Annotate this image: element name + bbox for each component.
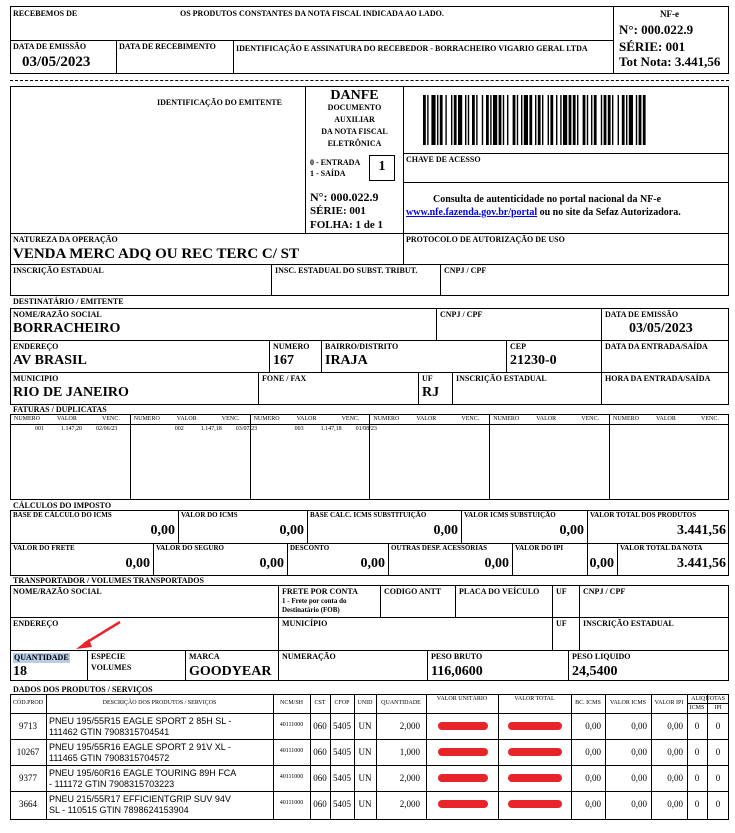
ie-label: INSCRIÇÃO ESTADUAL — [13, 266, 104, 275]
cnpj-label: CNPJ / CPF — [444, 266, 487, 275]
barcode-bar — [548, 95, 549, 145]
freight-value: 0,00 — [125, 556, 150, 571]
product-vicms: 0,00 — [631, 799, 647, 809]
invoice-col-numero: NUMERO — [133, 416, 160, 422]
carrier-uf2-label: UF — [556, 619, 567, 628]
barcode-bar — [503, 95, 504, 145]
product-ncm: 40111000 — [279, 748, 304, 754]
city-label: MUNICIPIO — [13, 374, 59, 383]
recipient-emission-label: DATA DE EMISSÃO — [605, 310, 679, 319]
invoice-col-numero: NUMERO — [253, 416, 280, 422]
redaction-total-value — [508, 722, 562, 730]
freight-by-value-1: 1 - Frete por conta do — [282, 597, 347, 605]
invoice-valor: 1.147,18 — [200, 426, 222, 432]
products-section: DADOS DOS PRODUTOS / SERVIÇOS — [13, 685, 153, 694]
nfe-total: Tot Nota: 3.441,56 — [619, 54, 721, 69]
barcode-bar — [423, 95, 426, 145]
invoice-numero: 001 — [35, 426, 44, 432]
product-header-vtotal: VALOR TOTAL — [514, 696, 555, 702]
barcode-bar — [524, 95, 528, 145]
barcode-bar — [476, 95, 477, 145]
brand-label: MARCA — [189, 652, 220, 661]
stub-separator — [10, 80, 729, 81]
recipient-cnpj-label: CNPJ / CPF — [440, 310, 483, 319]
product-col-divider — [46, 694, 47, 820]
receipt-header: RECEBEMOS DE — [13, 9, 78, 18]
product-vipi: 0,00 — [667, 799, 683, 809]
products-value: 3.441,56 — [677, 523, 726, 538]
barcode-bar — [583, 95, 586, 145]
product-header-aipi: IPI — [714, 705, 722, 711]
barcode-bar — [427, 95, 428, 145]
product-desc-2: - 111172 GTIN 7908315703223 — [49, 779, 175, 789]
ipi-label: VALOR DO IPI — [515, 544, 564, 552]
barcode-bar — [563, 95, 567, 145]
product-cfop: 5405 — [333, 721, 351, 731]
invoice-header-line — [250, 424, 370, 425]
product-row-divider — [10, 739, 729, 740]
receipt-emission-date: 03/05/2023 — [22, 54, 91, 70]
product-cst: 060 — [313, 721, 327, 731]
product-aicms: 0 — [694, 721, 700, 731]
invoice-header-line — [369, 424, 489, 425]
invoice-col-valor: VALOR — [176, 416, 197, 422]
product-unid: UN — [358, 799, 372, 809]
barcode-bar — [577, 95, 578, 145]
gross-value: 116,0600 — [431, 664, 483, 679]
barcode-bar — [612, 95, 613, 145]
product-header-vicms: VALOR ICMS — [609, 700, 647, 706]
freight-by-value-2: Destinatário (FOB) — [282, 606, 340, 614]
product-desc-1: PNEU 195/55R15 EAGLE SPORT 2 85H SL - — [49, 716, 232, 726]
product-unid: UN — [358, 773, 372, 783]
type-value: 1 — [378, 159, 386, 174]
barcode-bar — [517, 95, 518, 145]
number-label: NUMERO — [273, 342, 310, 351]
qty-value: 18 — [13, 664, 27, 679]
invoice-col-venc: VENC. — [102, 416, 120, 422]
uf-value: RJ — [422, 385, 440, 400]
product-ncm: 40111000 — [279, 800, 304, 806]
barcode-bar — [437, 95, 438, 145]
product-cst: 060 — [313, 773, 327, 783]
product-aipi: 0 — [715, 721, 721, 731]
product-vipi: 0,00 — [667, 721, 683, 731]
barcode-bar — [482, 95, 483, 145]
barcode-bar — [472, 95, 475, 145]
danfe-sub-1: DOCUMENTO — [327, 103, 382, 112]
danfe-number: N°: 000.022.9 — [310, 190, 379, 204]
barcode-bar — [513, 95, 516, 145]
product-qty: 2,000 — [399, 799, 420, 809]
product-aicms: 0 — [694, 799, 700, 809]
product-code: 9713 — [19, 721, 37, 731]
danfe-title: DANFE — [330, 88, 379, 103]
product-cfop: 5405 — [333, 773, 351, 783]
product-header-vipi: VALOR IPI — [654, 700, 684, 706]
qty-label: QUANTIDADE — [14, 653, 69, 662]
redaction-total-value — [508, 748, 562, 756]
barcode-bar — [458, 95, 462, 145]
total-label: VALOR TOTAL DA NOTA — [620, 544, 703, 552]
transport-section: TRANSPORTADOR / VOLUMES TRANSPORTADOS — [13, 576, 204, 585]
product-row-divider — [10, 791, 729, 792]
danfe-serie: SÉRIE: 001 — [310, 205, 366, 217]
nature-value: VENDA MERC ADQ OU REC TERC C/ ST — [13, 246, 300, 262]
invoice-col-valor: VALOR — [656, 416, 676, 422]
invoice-col-venc: VENC. — [701, 416, 719, 422]
invoice-valor: 1.147,18 — [320, 426, 342, 432]
product-code: 3664 — [19, 799, 37, 809]
icms-label: VALOR DO ICMS — [181, 511, 238, 519]
barcode-bar — [587, 95, 588, 145]
product-header-cst: CST — [314, 700, 326, 706]
product-qty: 2,000 — [399, 773, 420, 783]
barcode-bar — [629, 95, 633, 145]
invoice-col-valor: VALOR — [416, 416, 437, 422]
product-cst: 060 — [313, 747, 327, 757]
emitter-box — [10, 86, 306, 234]
invoice-col-numero: NUMERO — [14, 416, 41, 422]
barcode-bar — [608, 95, 611, 145]
barcode-bar — [639, 95, 642, 145]
nfe-serie: SÉRIE: 001 — [619, 39, 686, 54]
carrier-name-label: NOME/RAZÃO SOCIAL — [13, 587, 102, 596]
cep-value: 21230-0 — [510, 353, 557, 368]
product-aipi: 0 — [715, 773, 721, 783]
product-code: 9377 — [19, 773, 37, 783]
brand-value: GOODYEAR — [189, 664, 272, 679]
barcode-bar — [493, 95, 497, 145]
carrier-cnpj-label: CNPJ / CPF — [583, 587, 626, 596]
barcode-bar — [604, 95, 607, 145]
barcode-bar — [626, 95, 627, 145]
barcode-bar — [499, 95, 502, 145]
barcode-bar — [556, 95, 557, 145]
danfe-sub-3: DA NOTA FISCAL — [321, 127, 388, 136]
invoice-col-venc: VENC. — [221, 416, 240, 422]
redaction-total-value — [508, 800, 562, 808]
invoice-col-numero: NUMERO — [373, 416, 400, 422]
icms-base-label: BASE DE CÁLCULO DO ICMS — [13, 511, 112, 519]
product-vicms: 0,00 — [631, 747, 647, 757]
product-col-divider — [498, 694, 499, 820]
invoice-col-valor: VALOR — [536, 416, 557, 422]
product-aipi: 0 — [715, 747, 721, 757]
product-cfop: 5405 — [333, 799, 351, 809]
product-row-divider — [10, 765, 729, 766]
product-aicms: 0 — [694, 773, 700, 783]
barcode-bar — [490, 95, 491, 145]
insurance-value: 0,00 — [259, 556, 284, 571]
nfe-title: NF-e — [660, 9, 679, 19]
product-aipi: 0 — [715, 799, 721, 809]
barcode-bar — [601, 95, 602, 145]
product-cst: 060 — [313, 799, 327, 809]
emitter-label: IDENTIFICAÇÃO DO EMITENTE — [157, 98, 282, 107]
product-aicms: 0 — [694, 747, 700, 757]
barcode-bar — [440, 95, 443, 145]
entry-date-label: DATA DA ENTRADA/SAÍDA — [605, 342, 708, 351]
invoice-divider — [130, 414, 131, 500]
carrier-uf-label: UF — [556, 587, 567, 596]
recipient-ie-label: INSCRIÇÃO ESTADUAL — [456, 374, 547, 383]
district-value: IRAJA — [325, 353, 368, 368]
invoice-venc: 03/07/23 — [235, 426, 258, 432]
redaction-unit-value — [438, 748, 488, 756]
carrier-address-label: ENDEREÇO — [13, 619, 59, 628]
invoice-header-line — [609, 424, 729, 425]
product-unid: UN — [358, 721, 372, 731]
antt-label: CODIGO ANTT — [384, 587, 442, 596]
barcode-bar — [486, 95, 489, 145]
invoices-section: FATURAS / DUPLICATAS — [13, 405, 107, 414]
product-bc: 0,00 — [585, 747, 601, 757]
barcode-bar — [636, 95, 637, 145]
product-ncm: 40111000 — [279, 774, 304, 780]
total-value: 3.441,56 — [677, 556, 726, 571]
consult-text: Consulta de autenticidade no portal nacional da NF-e — [433, 194, 662, 205]
numbering-label: NUMERAÇÃO — [282, 652, 336, 661]
time-label: HORA DA ENTRADA/SAÍDA — [605, 374, 711, 383]
st-value: 0,00 — [559, 523, 584, 538]
nature-label: NATUREZA DA OPERAÇÃO — [13, 235, 118, 244]
entry-label: 0 - ENTRADA — [310, 158, 361, 167]
recipient-section: DESTINATÁRIO / EMITENTE — [13, 297, 124, 306]
ipi-value: 0,00 — [589, 556, 614, 571]
product-bc: 0,00 — [585, 773, 601, 783]
barcode-bar — [521, 95, 522, 145]
barcode-bar — [431, 95, 435, 145]
carrier-city-label: MUNICÍPIO — [282, 619, 328, 628]
st-base-label: BASE CALC. ICMS SUBSTITUIÇÃO — [310, 511, 427, 519]
barcode-bar — [542, 95, 543, 145]
product-header-qtd: QUANTIDADE — [381, 700, 421, 706]
invoice-col-valor: VALOR — [296, 416, 317, 422]
invoice-col-venc: VENC. — [341, 416, 360, 422]
barcode-bar — [535, 95, 536, 145]
barcode-bar — [573, 95, 576, 145]
invoice-header-line — [10, 424, 130, 425]
invoice-header-line — [489, 424, 609, 425]
product-ncm: 40111000 — [279, 722, 304, 728]
danfe-sub-2: AUXILIAR — [334, 115, 375, 124]
invoice-venc: 01/08/23 — [355, 426, 377, 432]
barcode-bar — [465, 95, 466, 145]
portal-link[interactable]: www.nfe.fazenda.gov.br/portal — [406, 207, 538, 218]
city-value: RIO DE JANEIRO — [13, 385, 129, 400]
receipt-date-label: DATA DE RECEBIMENTO — [119, 42, 216, 51]
product-vicms: 0,00 — [631, 773, 647, 783]
address-label: ENDEREÇO — [13, 342, 59, 351]
product-desc-1: PNEU 195/60R16 EAGLE TOURING 89H FCA — [49, 768, 237, 778]
product-vipi: 0,00 — [667, 747, 683, 757]
aliq-divider — [687, 703, 729, 704]
danfe-sub-4: ELETRÔNICA — [327, 139, 382, 148]
barcode-bar — [451, 95, 452, 145]
product-desc-2: SL - 110515 GTIN 7898624153904 — [49, 805, 189, 815]
barcode-bar — [560, 95, 561, 145]
product-header-aicms: ICMS — [689, 705, 705, 711]
uf-label: UF — [422, 374, 433, 383]
species-value: VOLUMES — [91, 663, 132, 672]
product-desc-2: 111462 GTIN 7908315704541 — [49, 727, 170, 737]
invoice-valor: 1.147,20 — [61, 426, 82, 432]
product-qty: 2,000 — [399, 721, 420, 731]
product-qty: 1,000 — [399, 747, 420, 757]
invoice-divider — [609, 414, 610, 500]
net-value: 24,5400 — [572, 664, 618, 679]
barcode-bar — [591, 95, 592, 145]
product-col-divider — [426, 694, 427, 820]
barcode-bar — [550, 95, 553, 145]
product-vipi: 0,00 — [667, 773, 683, 783]
barcode-bar — [643, 95, 646, 145]
consult-line — [406, 208, 681, 218]
icms-base-value: 0,00 — [150, 523, 175, 538]
access-key-label: CHAVE DE ACESSO — [406, 155, 481, 164]
barcode-bar — [468, 95, 469, 145]
product-desc-1: PNEU 195/55R16 EAGLE SPORT 2 91V XL - — [49, 742, 231, 752]
recipient-emission-value: 03/05/2023 — [629, 321, 693, 336]
invoice-numero: 002 — [174, 426, 184, 432]
freight-by-label: FRETE POR CONTA — [282, 587, 358, 596]
product-cfop: 5405 — [333, 747, 351, 757]
barcode-bar — [569, 95, 572, 145]
plate-label: PLACA DO VEÍCULO — [459, 587, 540, 596]
invoice-col-numero: NUMERO — [613, 416, 640, 422]
barcode-bar — [594, 95, 597, 145]
barcode-bar — [454, 95, 457, 145]
gross-label: PESO BRUTO — [431, 652, 483, 661]
product-header-ncm: NCM/SH — [279, 700, 303, 706]
invoice-divider — [489, 414, 490, 500]
insurance-label: VALOR DO SEGURO — [156, 544, 224, 552]
products-label: VALOR TOTAL DOS PRODUTOS — [590, 511, 697, 519]
freight-label: VALOR DO FRETE — [13, 544, 75, 552]
barcode-bar — [622, 95, 625, 145]
protocol-label: PROTOCOLO DE AUTORIZAÇÃO DE USO — [406, 235, 565, 244]
invoice-numero: 003 — [294, 426, 304, 432]
number-value: 167 — [273, 353, 294, 368]
net-label: PESO LIQUIDO — [572, 652, 631, 661]
carrier-ie-label: INSCRIÇÃO ESTADUAL — [583, 619, 674, 628]
discount-value: 0,00 — [360, 556, 385, 571]
product-header-cfop: CFOP — [334, 700, 350, 706]
barcode-bar — [445, 95, 446, 145]
invoice-col-valor: VALOR — [57, 416, 77, 422]
other-label: OUTRAS DESP. ACESSÓRIAS — [391, 544, 488, 552]
danfe-folha: FOLHA: 1 de 1 — [310, 219, 384, 231]
redaction-unit-value — [438, 774, 488, 782]
st-base-value: 0,00 — [433, 523, 458, 538]
tax-section: CÁLCULOS DO IMPOSTO — [13, 501, 112, 510]
product-desc-2: 111465 GTIN 7908315704572 — [49, 753, 170, 763]
barcode-bar — [618, 95, 619, 145]
barcode-bar — [538, 95, 541, 145]
product-header-bc: BC. ICMS — [575, 700, 601, 706]
district-label: BAIRRO/DISTRITO — [325, 342, 399, 351]
invoice-col-venc: VENC. — [581, 416, 600, 422]
receipt-header-text: OS PRODUTOS CONSTANTES DA NOTA FISCAL INDICADA AO LADO. — [180, 9, 444, 18]
product-header-aliq: ALIQUOTAS — [691, 696, 725, 702]
exit-label: 1 - SAÍDA — [310, 169, 346, 178]
name-label: NOME/RAZÃO SOCIAL — [13, 310, 102, 319]
product-bc: 0,00 — [585, 799, 601, 809]
nfe-number: N°: 000.022.9 — [619, 22, 694, 37]
species-label: ESPECIE — [91, 652, 126, 661]
invoice-header-line — [130, 424, 250, 425]
barcode-bar — [529, 95, 532, 145]
product-desc-1: PNEU 215/55R17 EFFICIENTGRIP SUV 94V — [49, 794, 231, 804]
st-label: VALOR ICMS SUBSTUIÇÃO — [464, 511, 556, 519]
ie-st-label: INSC. ESTADUAL DO SUBST. TRIBUT. — [275, 266, 418, 275]
invoice-col-numero: NUMERO — [493, 416, 520, 422]
receipt-emission-label: DATA DE EMISSÃO — [13, 42, 87, 51]
barcode-bar — [507, 95, 508, 145]
receipt-signature-label: IDENTIFICAÇÃO E ASSINATURA DO RECEBEDOR - BORRACHEIRO VIGARIO GERAL LTDA — [236, 44, 588, 53]
icms-value: 0,00 — [279, 523, 304, 538]
product-header-desc: DESCRIÇÃO DOS PRODUTOS / SERVIÇOS — [102, 700, 217, 706]
invoice-venc: 02/06/23 — [96, 426, 118, 432]
barcode — [423, 95, 713, 145]
annotation-arrow-icon — [70, 618, 124, 652]
other-value: 0,00 — [484, 556, 509, 571]
product-header-unid: UNID — [357, 700, 373, 706]
redaction-total-value — [508, 774, 562, 782]
address-value: AV BRASIL — [13, 353, 87, 368]
product-header-cod: CÓD.PROD — [12, 700, 44, 706]
consult-suffix: ou no site da Sefaz Autorizadora. — [537, 207, 681, 218]
invoice-col-venc: VENC. — [461, 416, 480, 422]
redaction-unit-value — [438, 722, 488, 730]
product-vicms: 0,00 — [631, 721, 647, 731]
cep-label: CEP — [510, 342, 526, 351]
redaction-unit-value — [438, 800, 488, 808]
discount-label: DESCONTO — [290, 544, 330, 552]
phone-label: FONE / FAX — [262, 374, 307, 383]
product-unid: UN — [358, 747, 372, 757]
product-code: 10267 — [16, 747, 40, 757]
name-value: BORRACHEIRO — [13, 321, 121, 336]
product-header-vunit: VALOR UNITÁRIO — [436, 696, 488, 702]
product-bc: 0,00 — [585, 721, 601, 731]
